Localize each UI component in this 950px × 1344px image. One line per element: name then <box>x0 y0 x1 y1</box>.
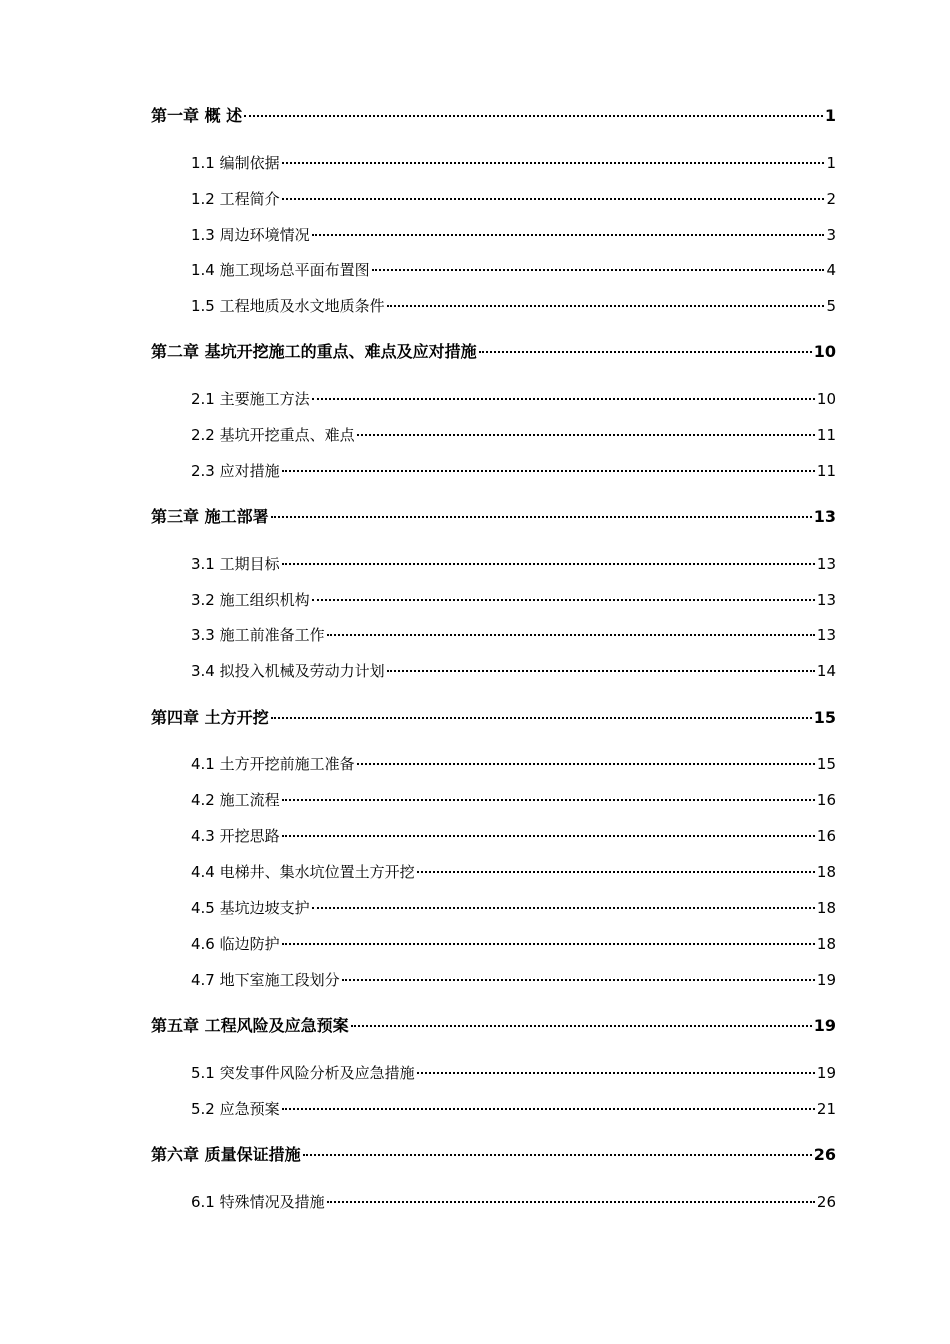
dot-leader <box>479 351 812 353</box>
dot-leader <box>327 634 815 636</box>
section-title: 3.1 工期目标 <box>191 555 280 573</box>
chapter-title: 第五章 工程风险及应急预案 <box>151 1016 349 1035</box>
dot-leader <box>387 305 825 307</box>
dot-leader <box>282 563 815 565</box>
toc-section-3-1[interactable] <box>191 552 836 576</box>
chapter-title: 第一章 概 述 <box>151 106 243 125</box>
page-number: 19 <box>816 971 836 989</box>
dot-leader <box>351 1025 812 1027</box>
toc-section-3-3[interactable] <box>191 623 836 647</box>
chapter-title: 第二章 基坑开挖施工的重点、难点及应对措施 <box>151 342 477 361</box>
toc-section-4-6[interactable] <box>191 932 836 956</box>
page-number: 13 <box>816 626 836 644</box>
toc-section-6-1[interactable] <box>191 1190 836 1214</box>
chapter-title: 第六章 质量保证措施 <box>151 1145 301 1164</box>
section-title: 2.1 主要施工方法 <box>191 390 310 408</box>
toc-chapter-2[interactable] <box>151 340 836 364</box>
dot-leader <box>417 871 815 873</box>
dot-leader <box>312 398 815 400</box>
dot-leader <box>282 162 825 164</box>
dot-leader <box>282 943 815 945</box>
page-number: 26 <box>813 1145 836 1164</box>
dot-leader <box>327 1201 815 1203</box>
dot-leader <box>417 1072 815 1074</box>
toc-chapter-6[interactable] <box>151 1143 836 1167</box>
toc-section-4-1[interactable] <box>191 752 836 776</box>
dot-leader <box>303 1154 812 1156</box>
toc-section-1-3[interactable] <box>191 223 836 247</box>
page-number: 11 <box>816 426 836 444</box>
chapter-title: 第四章 土方开挖 <box>151 708 269 727</box>
page-number: 3 <box>826 226 836 244</box>
section-title: 3.2 施工组织机构 <box>191 591 310 609</box>
page-number: 16 <box>816 791 836 809</box>
dot-leader <box>271 717 812 719</box>
section-title: 3.4 拟投入机械及劳动力计划 <box>191 662 385 680</box>
dot-leader <box>282 799 815 801</box>
toc-section-3-4[interactable] <box>191 659 836 683</box>
section-title: 3.3 施工前准备工作 <box>191 626 325 644</box>
toc-chapter-1[interactable] <box>151 104 836 128</box>
page-number: 5 <box>826 297 836 315</box>
page-number: 13 <box>816 555 836 573</box>
toc-section-1-5[interactable] <box>191 294 836 318</box>
toc-section-4-2[interactable] <box>191 788 836 812</box>
dot-leader <box>282 835 815 837</box>
toc-section-1-1[interactable] <box>191 151 836 175</box>
page-number: 18 <box>816 863 836 881</box>
section-title: 1.3 周边环境情况 <box>191 226 310 244</box>
toc-chapter-5[interactable] <box>151 1014 836 1038</box>
page-number: 10 <box>816 390 836 408</box>
page-number: 2 <box>826 190 836 208</box>
dot-leader <box>312 234 825 236</box>
dot-leader <box>342 979 815 981</box>
page-number: 13 <box>816 591 836 609</box>
page-number: 10 <box>813 342 836 361</box>
section-title: 4.1 土方开挖前施工准备 <box>191 755 355 773</box>
section-title: 1.4 施工现场总平面布置图 <box>191 261 370 279</box>
section-title: 6.1 特殊情况及措施 <box>191 1193 325 1211</box>
section-title: 4.2 施工流程 <box>191 791 280 809</box>
section-title: 1.2 工程简介 <box>191 190 280 208</box>
page-number: 15 <box>816 755 836 773</box>
toc-section-2-3[interactable] <box>191 459 836 483</box>
page-number: 16 <box>816 827 836 845</box>
page-number: 18 <box>816 899 836 917</box>
section-title: 5.1 突发事件风险分析及应急措施 <box>191 1064 415 1082</box>
page-number: 26 <box>816 1193 836 1211</box>
page-number: 1 <box>824 106 836 125</box>
toc-section-3-2[interactable] <box>191 588 836 612</box>
section-title: 1.1 编制依据 <box>191 154 280 172</box>
dot-leader <box>312 907 815 909</box>
page-number: 19 <box>813 1016 836 1035</box>
section-title: 4.4 电梯井、集水坑位置土方开挖 <box>191 863 415 881</box>
dot-leader <box>244 115 823 117</box>
toc-section-4-7[interactable] <box>191 968 836 992</box>
dot-leader <box>387 670 815 672</box>
page-number: 14 <box>816 662 836 680</box>
section-title: 1.5 工程地质及水文地质条件 <box>191 297 385 315</box>
page-number: 11 <box>816 462 836 480</box>
dot-leader <box>282 198 825 200</box>
dot-leader <box>282 470 815 472</box>
toc-section-1-2[interactable] <box>191 187 836 211</box>
page-number: 21 <box>816 1100 836 1118</box>
section-title: 4.3 开挖思路 <box>191 827 280 845</box>
toc-section-4-3[interactable] <box>191 824 836 848</box>
section-title: 4.5 基坑边坡支护 <box>191 899 310 917</box>
dot-leader <box>357 434 815 436</box>
page-number: 15 <box>813 708 836 727</box>
dot-leader <box>372 269 825 271</box>
page-number: 18 <box>816 935 836 953</box>
toc-section-4-4[interactable] <box>191 860 836 884</box>
toc-section-5-1[interactable] <box>191 1061 836 1085</box>
page-number: 13 <box>813 507 836 526</box>
toc-section-2-2[interactable] <box>191 423 836 447</box>
chapter-title: 第三章 施工部署 <box>151 507 269 526</box>
dot-leader <box>282 1108 815 1110</box>
toc-section-5-2[interactable] <box>191 1097 836 1121</box>
page-number: 1 <box>826 154 836 172</box>
toc-chapter-4[interactable] <box>151 706 836 730</box>
page-number: 4 <box>826 261 836 279</box>
section-title: 4.7 地下室施工段划分 <box>191 971 340 989</box>
toc-section-1-4[interactable] <box>191 258 836 282</box>
section-title: 2.3 应对措施 <box>191 462 280 480</box>
section-title: 5.2 应急预案 <box>191 1100 280 1118</box>
page-number: 19 <box>816 1064 836 1082</box>
dot-leader <box>312 599 815 601</box>
section-title: 2.2 基坑开挖重点、难点 <box>191 426 355 444</box>
toc-section-2-1[interactable] <box>191 387 836 411</box>
section-title: 4.6 临边防护 <box>191 935 280 953</box>
toc-chapter-3[interactable] <box>151 505 836 529</box>
dot-leader <box>357 763 815 765</box>
toc-section-4-5[interactable] <box>191 896 836 920</box>
dot-leader <box>271 516 812 518</box>
